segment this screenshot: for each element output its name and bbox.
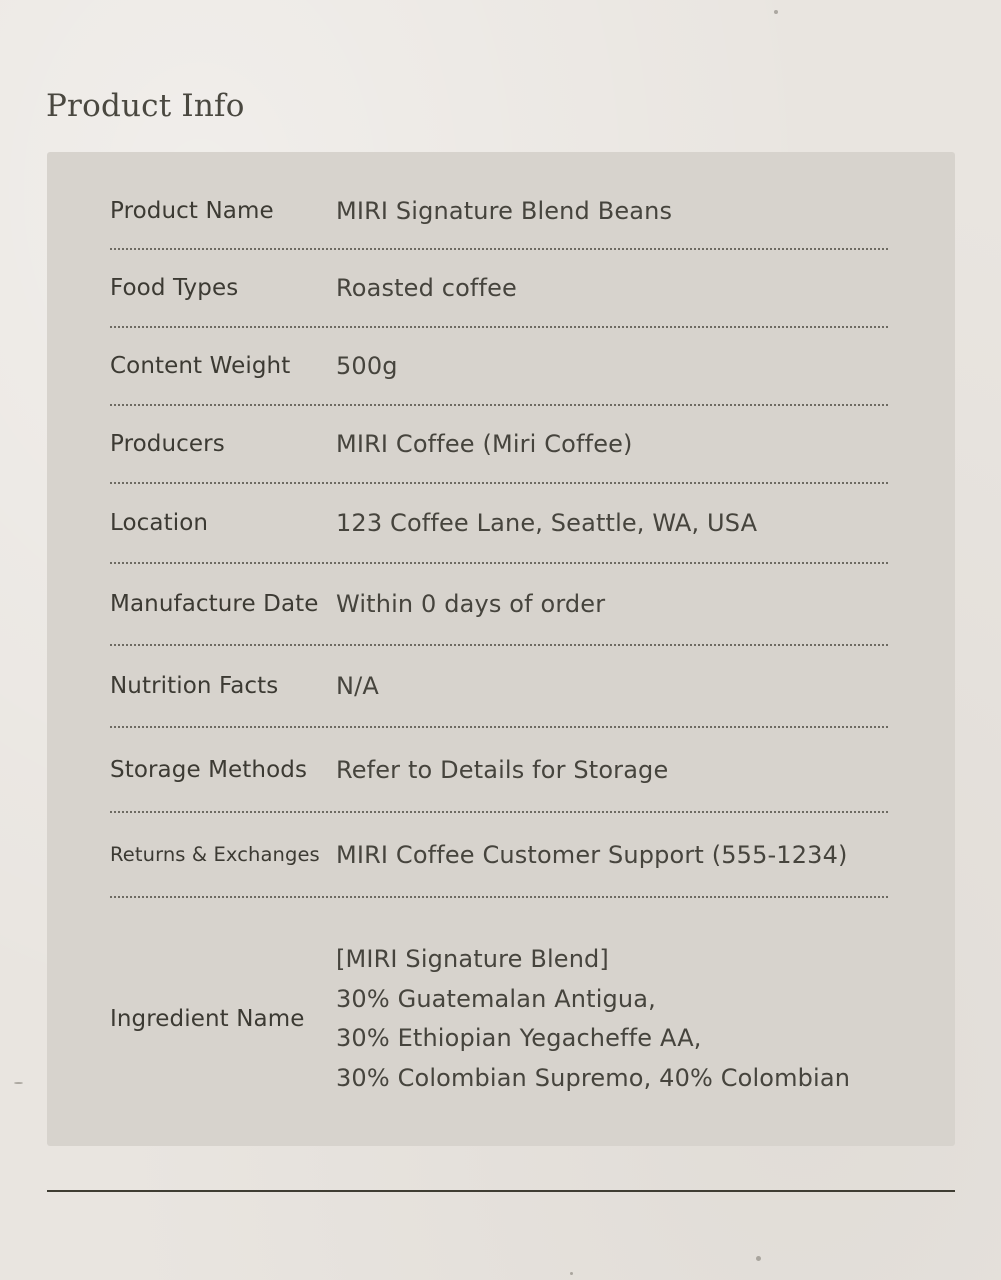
info-row-content-weight xyxy=(110,328,888,406)
row-label: Returns & Exchanges xyxy=(110,843,320,866)
info-row-storage-methods xyxy=(110,728,888,813)
ingredient-line: [MIRI Signature Blend] xyxy=(336,945,609,973)
info-row-producers xyxy=(110,406,888,484)
row-value: Within 0 days of order xyxy=(336,590,606,618)
ingredient-list xyxy=(336,940,850,1098)
row-value: MIRI Coffee (Miri Coffee) xyxy=(336,430,633,458)
row-label: Location xyxy=(110,510,209,536)
info-row-product-name xyxy=(110,174,888,250)
row-label: Producers xyxy=(110,431,225,457)
background-speck xyxy=(756,1256,761,1261)
row-label: Food Types xyxy=(110,275,239,301)
row-value: Roasted coffee xyxy=(336,274,517,302)
row-value: MIRI Signature Blend Beans xyxy=(336,197,673,225)
row-value: N/A xyxy=(336,672,379,700)
background-speck xyxy=(14,1082,23,1084)
row-label: Nutrition Facts xyxy=(110,673,279,699)
product-info-card xyxy=(47,152,955,1146)
info-row-returns-exchanges xyxy=(110,813,888,898)
ingredient-line: 30% Ethiopian Yegacheffe AA, xyxy=(336,1024,702,1052)
row-value: MIRI Coffee Customer Support (555-1234) xyxy=(336,840,848,869)
info-row-ingredient-name xyxy=(110,929,888,1109)
page-title: Product Info xyxy=(46,88,245,124)
row-label: Manufacture Date xyxy=(110,591,319,617)
row-label: Product Name xyxy=(110,198,274,224)
background-speck xyxy=(570,1272,573,1275)
bottom-divider xyxy=(47,1190,955,1192)
row-value: Refer to Details for Storage xyxy=(336,755,669,784)
info-row-nutrition-facts xyxy=(110,646,888,728)
info-row-food-types xyxy=(110,250,888,328)
row-value: 123 Coffee Lane, Seattle, WA, USA xyxy=(336,509,758,537)
row-label: Ingredient Name xyxy=(110,1006,305,1032)
info-row-manufacture-date xyxy=(110,564,888,646)
ingredient-line: 30% Guatemalan Antigua, xyxy=(336,984,656,1013)
row-label: Storage Methods xyxy=(110,756,308,783)
row-label: Content Weight xyxy=(110,353,291,379)
background-speck xyxy=(774,10,778,14)
ingredient-line: 30% Colombian Supremo, 40% Colombian xyxy=(336,1063,851,1092)
info-row-location xyxy=(110,484,888,564)
row-value: 500g xyxy=(336,352,398,380)
